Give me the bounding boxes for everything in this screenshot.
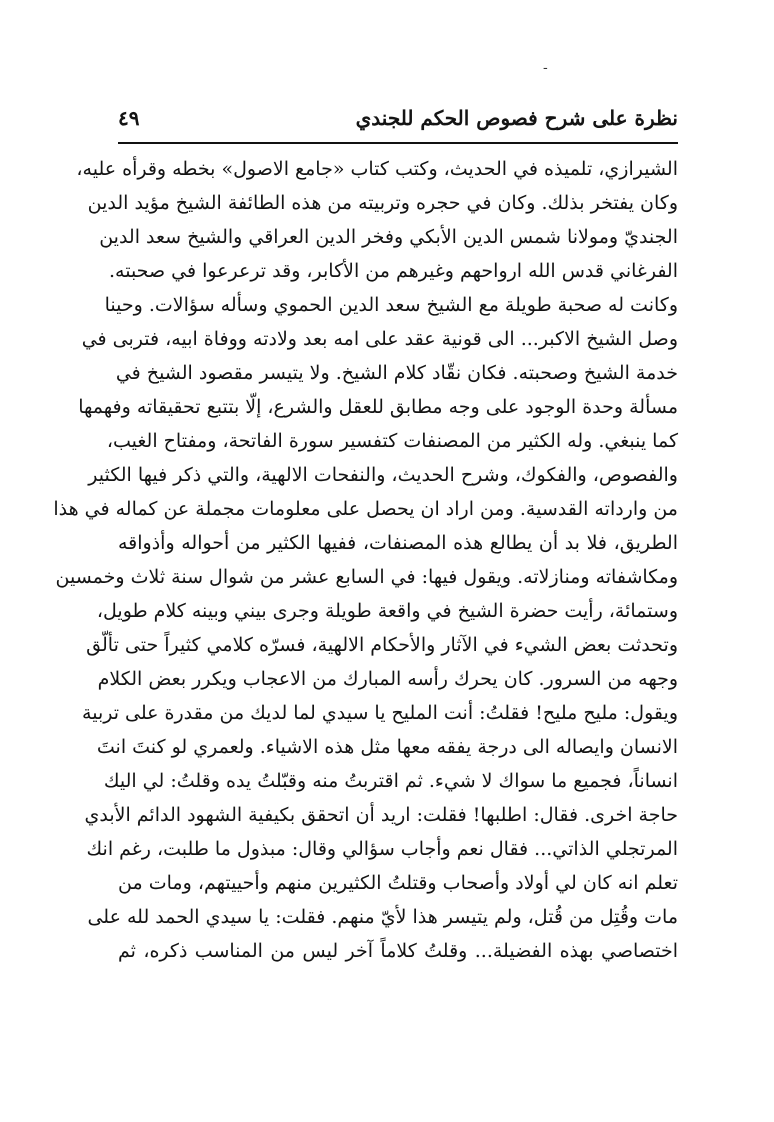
- text-line: ومكاشفاته ومنازلاته. ويقول فيها: في السابع عشر من شوال سنة ثلاث وخمسين: [55, 566, 678, 588]
- text-line: الشيرازي، تلميذه في الحديث، وكتب كتاب «جامع الاصول» بخطه وقرأه عليه،: [76, 158, 678, 180]
- text-line: ويقول: مليح مليح! فقلتُ: أنت المليح يا سيدي لما لديك من مقدرة على تربية: [82, 702, 678, 724]
- text-line: اختصاصي بهذه الفضيلة... وقلتُ كلاماً آخر ليس من المناسب ذكره، ثم: [118, 940, 678, 962]
- text-line: مسألة وحدة الوجود على وجه مطابق للعقل والشرع، إلّا بتتبع تحقيقاته وفهمها: [78, 396, 678, 418]
- running-header: [118, 104, 678, 138]
- page-number: ٤٩: [118, 106, 140, 130]
- text-line: المرتجلي الذاتي... فقال نعم وأجاب سؤالي وقال: مبذول ما طلبت، رغم انك: [86, 838, 678, 860]
- text-line: وستمائة، رأيت حضرة الشيخ في واقعة طويلة وجرى بيني وبينه كلام طويل،: [96, 600, 678, 622]
- text-line: خدمة الشيخ وصحبته. فكان نقّاد كلام الشيخ. ولا يتيسر مقصود الشيخ في: [115, 362, 678, 384]
- body-text: [53, 152, 678, 968]
- text-line: كما ينبغي. وله الكثير من المصنفات كتفسير سورة الفاتحة، ومفتاح الغيب،: [106, 430, 678, 452]
- header-rule: [118, 142, 678, 144]
- header-title: نظرة على شرح فصوص الحكم للجندي: [355, 106, 678, 130]
- text-line: الفرغاني قدس الله ارواحهم وغيرهم من الأكابر، وقد ترعرعوا في صحبته.: [108, 260, 678, 282]
- text-line: وتحدثت بعض الشيء في الآثار والأحكام الالهية، فسرّه كلامي كثيراً حتى تألّق: [86, 634, 678, 656]
- text-line: الطريق، فلا بد أن يطالع هذه المصنفات، ففيها الكثير من أحواله وأذواقه: [118, 532, 678, 554]
- text-line: وصل الشيخ الاكبر... الى قونية عقد على امه بعد ولادته ووفاة ابيه، فتربى في: [81, 328, 678, 350]
- text-line: والفصوص، والفكوك، وشرح الحديث، والنفحات الالهية، والتي ذكر فيها الكثير: [88, 464, 678, 486]
- text-line: وكان يفتخر بذلك. وكان في حجره وتربيته من هذه الطائفة الشيخ مؤيد الدين: [87, 192, 678, 214]
- text-line: حاجة اخرى. فقال: اطلبها! فقلت: اريد أن اتحقق بكيفية الشهود الدائم الأبدي: [84, 804, 678, 826]
- text-line: الانسان وايصاله الى درجة يفقه معها مثل هذه الاشياء. ولعمري لو كنتَ انتَ: [96, 736, 678, 758]
- text-line: الجنديّ ومولانا شمس الدين الأبكي وفخر الدين العراقي والشيخ سعد الدين: [99, 226, 678, 248]
- text-line: مات وقُتِل من قُتل، ولم يتيسر هذا لأيّ منهم. فقلت: يا سيدي الحمد لله على: [87, 906, 678, 928]
- text-line: وكانت له صحبة طويلة مع الشيخ سعد الدين الحموي وسأله سؤالات. وحينا: [104, 294, 678, 316]
- text-line: من وارداته القدسية. ومن اراد ان يحصل على معلومات مجملة عن كماله في هذا: [53, 498, 678, 520]
- text-line: تعلم انه كان لي أولاد وأصحاب وقتلتُ الكثيرين منهم وأحييتهم، ومات من: [118, 872, 678, 894]
- top-mark: -: [543, 60, 548, 76]
- text-line: انساناً، فجميع ما سواك لا شيء. ثم اقتربتُ منه وقبّلتُ يده وقلتُ: لي اليك: [103, 770, 678, 792]
- text-line: وجهه من السرور. كان يحرك رأسه المبارك من الاعجاب ويكرر بعض الكلام: [97, 668, 678, 690]
